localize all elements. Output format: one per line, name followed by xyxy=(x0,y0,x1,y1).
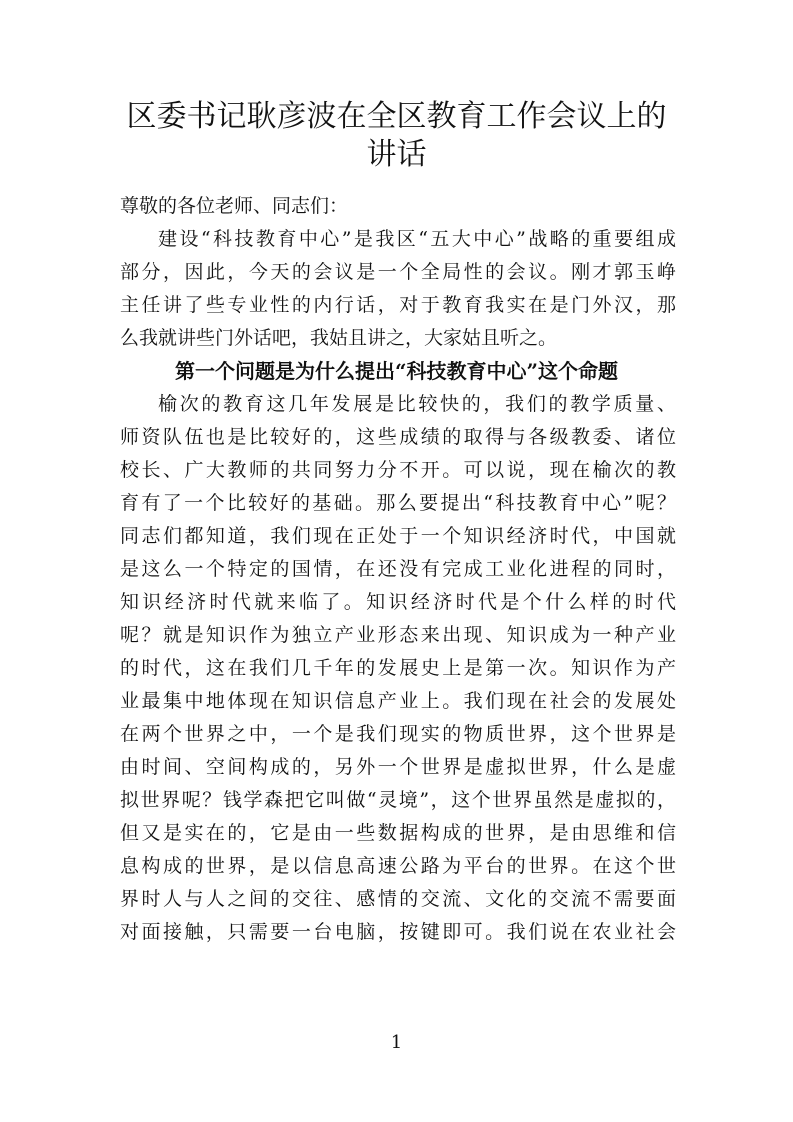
paragraph-line: 界时人与人之间的交往、感情的交流、文化的交流不需要面 xyxy=(120,888,676,910)
document-title xyxy=(0,98,793,174)
paragraph-line: 拟世界呢？钱学森把它叫做“灵境”，这个世界虽然是虚拟的， xyxy=(120,789,676,811)
paragraph-line: 校长、广大教师的共同努力分不开。可以说，现在榆次的教 xyxy=(120,459,676,481)
paragraph-line: 知识经济时代就来临了。知识经济时代是个什么样的时代 xyxy=(120,591,676,613)
paragraph-line: 建设“科技教育中心”是我区“五大中心”战略的重要组成 xyxy=(158,228,676,250)
title-line-1: 区委书记耿彦波在全区教育工作会议上的 xyxy=(126,99,667,134)
paragraph-line: 么我就讲些门外话吧，我姑且讲之，大家姑且听之。 xyxy=(120,327,558,349)
paragraph-line: 榆次的教育这几年发展是比较快的，我们的教学质量、 xyxy=(158,393,676,415)
paragraph-line: 的时代，这在我们几千年的发展史上是第一次。知识作为产 xyxy=(120,657,676,679)
paragraph-line: 但又是实在的，它是由一些数据构成的世界，是由思维和信 xyxy=(120,822,676,844)
paragraph-line: 部分，因此，今天的会议是一个全局性的会议。刚才郭玉峥 xyxy=(120,261,676,283)
paragraph-line: 业最集中地体现在知识信息产业上。我们现在社会的发展处 xyxy=(120,690,676,712)
paragraph-line: 同志们都知道，我们现在正处于一个知识经济时代，中国就 xyxy=(120,525,676,547)
title-line-2: 讲话 xyxy=(366,137,427,172)
paragraph-line: 对面接触，只需要一台电脑，按键即可。我们说在农业社会 xyxy=(120,921,676,943)
paragraph-line: 息构成的世界，是以信息高速公路为平台的世界。在这个世 xyxy=(120,855,676,877)
page-number: 1 xyxy=(390,1032,403,1053)
paragraph-line: 呢？就是知识作为独立产业形态来出现、知识成为一种产业 xyxy=(120,624,676,646)
section-heading: 第一个问题是为什么提出“科技教育中心”这个命题 xyxy=(174,359,618,383)
paragraph-line: 主任讲了些专业性的内行话，对于教育我实在是门外汉，那 xyxy=(120,294,676,316)
paragraph-line: 师资队伍也是比较好的，这些成绩的取得与各级教委、诸位 xyxy=(120,426,676,448)
paragraph-line: 在两个世界之中，一个是我们现实的物质世界，这个世界是 xyxy=(120,723,676,745)
salutation: 尊敬的各位老师、同志们： xyxy=(120,195,349,217)
paragraph-line: 是这么一个特定的国情，在还没有完成工业化进程的同时， xyxy=(120,558,676,580)
paragraph-line: 育有了一个比较好的基础。那么要提出“科技教育中心”呢？ xyxy=(120,492,676,514)
paragraph-line: 由时间、空间构成的，另外一个世界是虚拟世界，什么是虚 xyxy=(120,756,676,778)
